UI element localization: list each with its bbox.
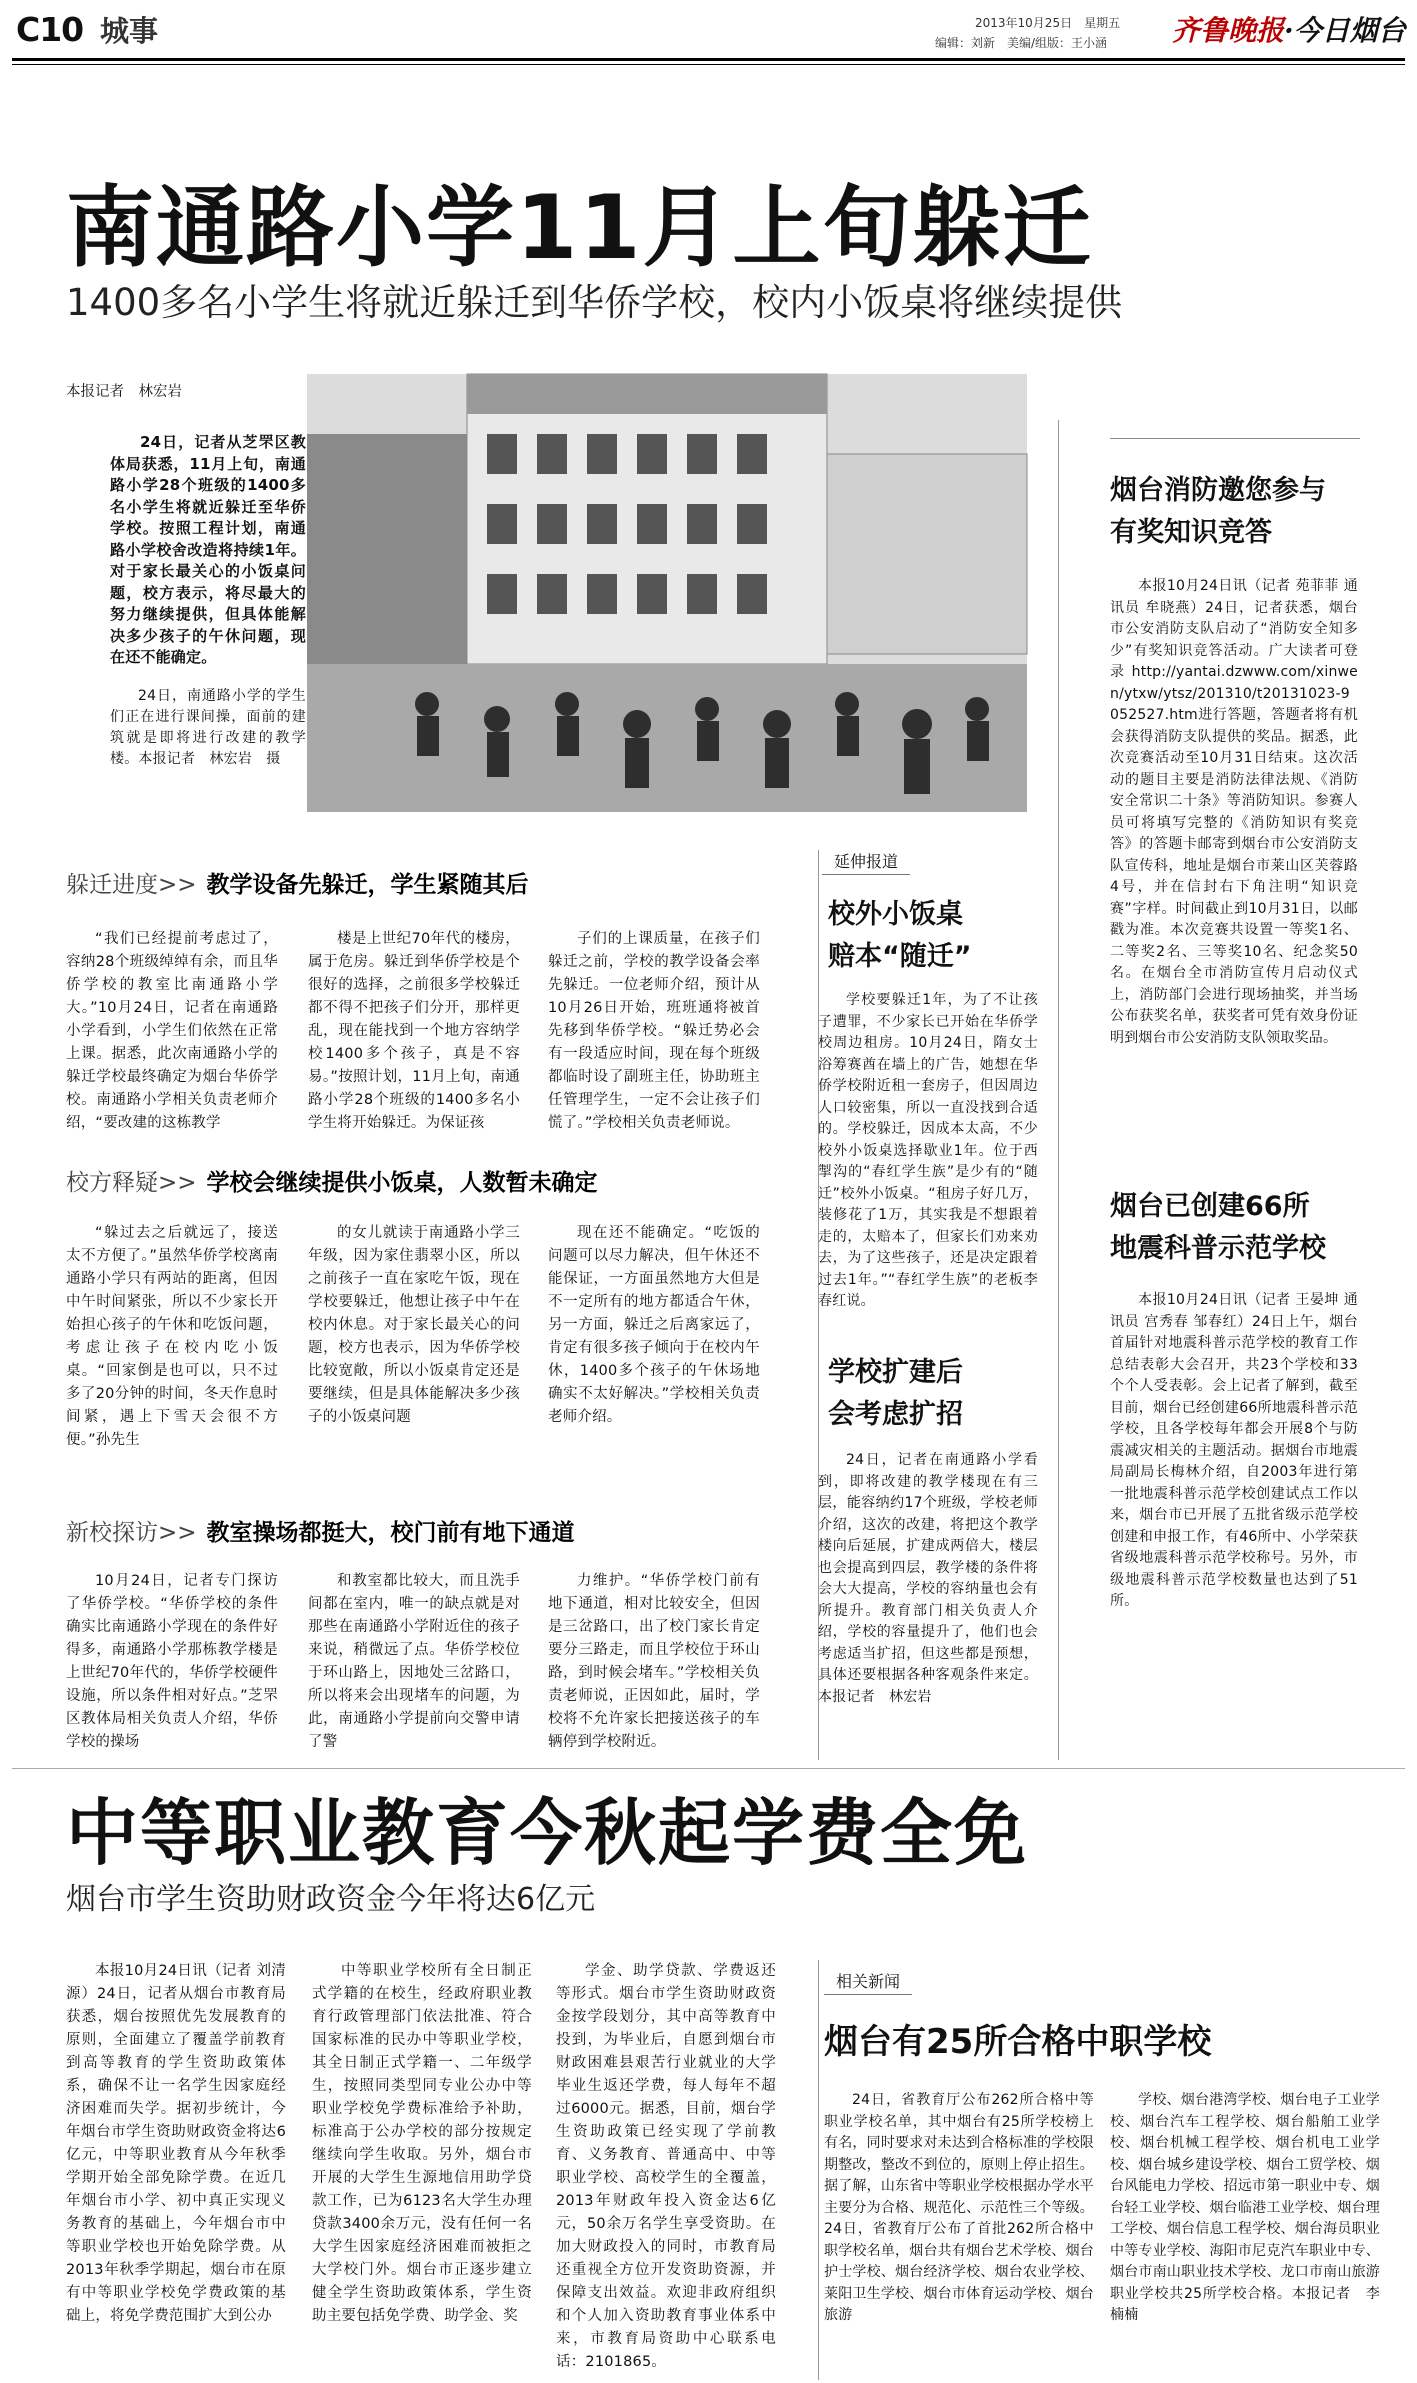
section-name: 城事	[100, 14, 159, 48]
earthquake-body: 本报10月24日讯（记者 王晏坤 通讯员 宫秀春 邹春红）24日上午，烟台首届针对地震科普示范学校的教育工作总结表彰大会召开，共23个学校和33个个人受表彰。会上记者了解到，截至目前，烟台已经创建66所地震科普示范学校，且各学校每年都会开展8个与防震减灾相关的主题活动。据烟台市地震局副局长梅林介绍，自2003年进行第一批地震科普示范学校创建试点工作以来，烟台市已开展了五批省级示范学校创建和申报工作，有46所中、小学荣获省级地震科普示范学校称号。另外，市级地震科普示范学校数量也达到了51所。	[1110, 1292, 1358, 1609]
related-title: 烟台有25所合格中职学校	[824, 2022, 1212, 2062]
earthquake-title	[1110, 1186, 1390, 1270]
earthquake-title-a: 烟台已创建66所	[1110, 1191, 1310, 1222]
article-column: 现在还不能确定。“吃饭的问题可以尽力解决，但午休还不能保证，一方面虽然地方大但是不一定所有的地方都适合午休，另一方面，躲迁之后离家远了，肯定有很多孩子倾向于在校内午休，1400多个孩子的午休场地确实不太好解决。”学校相关负责老师介绍。	[548, 1225, 760, 1425]
issue-date: 2013年10月25日 星期五	[975, 16, 1121, 30]
extension-title-2b: 会考虑扩招	[828, 1399, 963, 1430]
school-photo-illustration	[307, 374, 1027, 812]
section-head-school-response	[66, 1168, 598, 1198]
related-rule	[818, 1960, 819, 2380]
editor-credits: 编辑：刘新 美编/组版：王小涵	[935, 36, 1108, 50]
fire-quiz-title-b: 有奖知识竞答	[1110, 517, 1272, 548]
main-photo	[307, 374, 1027, 812]
article-column: 楼是上世纪70年代的楼房，属于危房。躲迁到华侨学校是个很好的选择，之前很多学校躲迁都不得不把孩子们分开，那样更乱，现在能找到一个地方容纳学校1400多个孩子，真是不容易。”按照计划，11月上旬，南通路小学28个班级的1400多名小学生将开始躲迁。为保证孩	[308, 931, 520, 1131]
related-column: 学校、烟台港湾学校、烟台电子工业学校、烟台汽车工程学校、烟台船舶工业学校、烟台机械工程学校、烟台机电工业学校、烟台城乡建设学校、烟台工贸学校、烟台风能电力学校、招远市第一职业中专、烟台轻工业学校、烟台临港工业学校、烟台理工学校、烟台信息工程学校、烟台海员职业中等专业学校、海阳市尼克汽车职业中专、烟台市南山职业技术学校、龙口市南山旅游职业学校共25所学校合格。本报记者 李楠楠	[1110, 2092, 1380, 2323]
masthead-logo	[1172, 12, 1406, 50]
earthquake-title-b: 地震科普示范学校	[1110, 1233, 1326, 1264]
header-rule	[12, 58, 1405, 61]
extension-body-1: 学校要躲迁1年，为了不让孩子遭罪，不少家长已开始在华侨学校周边租房。10月24日，隋女士浴筹赛酋在墙上的广告，她想在华侨学校附近租一套房子，但因周边人口较密集，所以一直没找到合适的。学校躲迁，因成本太高，不少校外小饭桌选择歇业1年。位于西掣沟的“春红学生族”是少有的“随迁”校外小饭桌。“租房子好几万，装修花了1万，其实我是不想跟着走的，太赔本了，但家长们劝来劝去，为了这些孩子，还是决定跟着过去1年。”“春红学生族”的老板李春红说。	[818, 992, 1038, 1309]
right-top-rule	[1110, 438, 1360, 439]
page-header	[0, 0, 1417, 60]
photo-caption: 24日，南通路小学的学生们正在进行课间操，面前的建筑就是即将进行改建的教学楼。本报记者 林宏岩 摄	[110, 688, 306, 767]
fire-quiz-body: 本报10月24日讯（记者 苑菲菲 通讯员 牟晓燕）24日，记者获悉，烟台市公安消防支队启动了“消防安全知多少”有奖知识竞答活动。广大读者可登录http://yantai.dzwww.com/xinwen/ytxw/ytsz/201310/t20131023-9052527.htm进行答题，答题者将有机会获得消防支队提供的奖品。据悉，此次竞赛活动至10月31日结束。这次活动的题目主要是消防法律法规、《消防安全常识二十条》等消防知识。参赛人员可将填写完整的《消防知识有奖竞答》的答题卡邮寄到烟台市公安消防支队宣传科，地址是烟台市莱山区芙蓉路4号，并在信封右下角注明“知识竞赛”字样。时间截止到10月31日，以邮戳为准。本次竞赛共设置一等奖1名、二等奖2名、三等奖10名、纪念奖50名。在烟台全市消防宣传月启动仪式上，消防部门会进行现场抽奖，并当场公布获奖名单，获奖者可凭有效身份证明到烟台市公安消防支队领取奖品。	[1110, 578, 1358, 1046]
section-title: 学校会继续提供小饭桌，人数暂未确定	[206, 1170, 598, 1196]
section-tag: 新校探访>>	[66, 1520, 197, 1546]
article-column: 力维护。“华侨学校门前有地下通道，相对比较安全，但因是三岔路口，出了校门家长肯定要分三路走，而且学校位于环山路，到时候会堵车。”学校相关负责老师说，正因如此，届时，学校将不允许家长把接送孩子的车辆停到学校附近。	[548, 1573, 760, 1750]
section-tag: 躲迁进度>>	[66, 872, 197, 898]
masthead-sub: ·今日烟台	[1284, 14, 1406, 47]
page-number: C10	[16, 10, 84, 49]
article-column: 中等职业学校所有全日制正式学籍的在校生，经政府职业教育行政管理部门依法批准、符合国家标准的民办中等职业学校，其全日制正式学籍一、二年级学生，按照同类型同专业公办中等职业学校免学费标准给予补助，标准高于公办学校的部分按规定继续向学生收取。另外，烟台市开展的大学生生源地信用助学贷款工作，已为6123名大学生办理贷款3400余万元，没有任何一名大学生因家庭经济困难而被拒之大学校门外。烟台市正逐步建立健全学生资助政策体系，学生资助主要包括免学费、助学金、奖	[312, 1963, 532, 2324]
article-column: “躲过去之后就远了，接送太不方便了。”虽然华侨学校离南通路小学只有两站的距离，但因中午时间紧张，所以不少家长开始担心孩子的午休和吃饭问题，考虑让孩子在校内吃小饭桌。“回家倒是也可以，只不过多了20分钟的时间，冬天作息时间紧，遇上下雪天会很不方便。”孙先生	[66, 1225, 278, 1448]
section-title: 教室操场都挺大，校门前有地下通道	[206, 1520, 575, 1546]
article-column: “我们已经提前考虑过了，容纳28个班级绰绰有余，而且华侨学校的教室比南通路小学大。”10月24日，记者在南通路小学看到，小学生们依然在正常上课。据悉，此次南通路小学的躲迁学校最终确定为烟台华侨学校。南通路小学相关负责老师介绍，“要改建的这栋教学	[66, 931, 278, 1131]
fire-quiz-title	[1110, 470, 1390, 554]
related-label: 相关新闻	[824, 1970, 912, 1995]
byline: 本报记者 林宏岩	[66, 384, 182, 400]
second-headline: 中等职业教育今秋起学费全免	[66, 1791, 1029, 1875]
extension-title-1a: 校外小饭桌	[828, 899, 963, 930]
related-column: 24日，省教育厅公布262所合格中等职业学校名单，其中烟台有25所学校榜上有名，同时要求对未达到合格标准的学校限期整改，整改不到位的，原则上停止招生。据了解，山东省中等职业学校根据办学水平主要分为合格、规范化、示范性三个等级。24日，省教育厅公布了首批262所合格中职学校名单，烟台共有烟台艺术学校、烟台护士学校、烟台经济学校、烟台农业学校、莱阳卫生学校、烟台市体育运动学校、烟台旅游	[824, 2092, 1094, 2323]
right-column-rule	[1058, 420, 1059, 1760]
lead-paragraph: 24日，记者从芝罘区教体局获悉，11月上旬，南通路小学28个班级的1400多名小学生将就近躲迁至华侨学校。按照工程计划，南通路小学校舍改造将持续1年。对于家长最关心的小饭桌问题，校方表示，将尽最大的努力继续提供，但具体能解决多少孩子的午休问题，现在还不能确定。	[110, 433, 306, 666]
section-head-relocation	[66, 870, 529, 900]
fire-quiz-title-a: 烟台消防邀您参与	[1110, 475, 1326, 506]
second-subhead: 烟台市学生资助财政资金今年将达6亿元	[66, 1882, 596, 1917]
header-rule-thin	[12, 64, 1405, 65]
section-title: 教学设备先躲迁，学生紧随其后	[206, 872, 529, 898]
masthead-name: 齐鲁晚报	[1172, 14, 1285, 47]
article-column: 本报10月24日讯（记者 刘清源）24日，记者从烟台市教育局获悉，烟台按照优先发展教育的原则，全面建立了覆盖学前教育到高等教育的学生资助政策体系，确保不让一名学生因家庭经济困难而失学。据初步统计，今年烟台市学生资助财政资金将达6亿元，中等职业教育从今年秋季学期开始全部免除学费。在近几年烟台市小学、初中真正实现义务教育的基础上，今年烟台市中等职业学校也开始免除学费。从2013年秋季学期起，烟台市在原有中等职业学校免学费政策的基础上，将免学费范围扩大到公办	[66, 1963, 286, 2324]
article-column: 子们的上课质量，在孩子们躲迁之前，学校的教学设备会率先躲迁。一位老师介绍，预计从10月26日开始，班班通将被首先移到华侨学校。“躲迁势必会有一段适应时间，现在每个班级都临时设了副班主任，协助班主任管理学生，一定不会让孩子们慌了。”学校相关负责老师说。	[548, 931, 760, 1131]
section-head-new-school	[66, 1518, 575, 1548]
article-column: 学金、助学贷款、学费返还等形式。烟台市学生资助财政资金按学段划分，其中高等教育中投到，为毕业后，自愿到烟台市财政困难县艰苦行业就业的大学毕业生返还学费，每人每年不超过6000元。据悉，目前，烟台学生资助政策已经实现了学前教育、义务教育、普通高中、中等职业学校、高校学生的全覆盖，2013年财政年投入资金达6亿元，50余万名学生享受资助。在加大财政投入的同时，市教育局还重视全方位开发资助资源，并保障支出效益。欢迎非政府组织和个人加入资助教育事业体系中来，市教育局资助中心联系电话：2101865。	[556, 1963, 776, 2370]
extension-title-1	[828, 894, 1048, 978]
extension-label: 延伸报道	[822, 850, 910, 875]
article-column: 的女儿就读于南通路小学三年级，因为家住翡翠小区，所以之前孩子一直在家吃午饭，现在学校要躲迁，他想让孩子中午在校内休息。对于家长最关心的问题，校方也表示，因为华侨学校比较宽敞，所以小饭桌肯定还是要继续，但是具体能解决多少孩子的小饭桌问题	[308, 1225, 520, 1425]
extension-title-1b: 赔本“随迁”	[828, 941, 972, 972]
main-headline: 南通路小学11月上旬躲迁	[66, 176, 1093, 279]
article-column: 10月24日，记者专门探访了华侨学校。“华侨学校的条件确实比南通路小学现在的条件好得多，南通路小学那栋教学楼是上世纪70年代的，华侨学校硬件设施，所以条件相对好点。”芝罘区教体局相关负责人介绍，华侨学校的操场	[66, 1573, 278, 1750]
article-column: 和教室都比较大，而且洗手间都在室内，唯一的缺点就是对那些在南通路小学附近住的孩子来说，稍微远了点。华侨学校位于环山路上，因地处三岔路口，所以将来会出现堵车的问题，为此，南通路小学提前向交警申请了警	[308, 1573, 520, 1750]
extension-title-2a: 学校扩建后	[828, 1357, 963, 1388]
extension-title-2	[828, 1352, 1048, 1436]
extension-body-2: 24日，记者在南通路小学看到，即将改建的教学楼现在有三层，能容纳约17个班级，学校老师介绍，这次的改建，将把这个教学楼向后延展，扩建成两倍大，楼层也会提高到四层，教学楼的条件将会大大提高，学校的容纳量也会有所提升。教育部门相关负责人介绍，学校的容量提升了，他们也会考虑适当扩招，但这些都是预想，具体还要根据各种客观条件来定。本报记者 林宏岩	[818, 1452, 1038, 1705]
main-subhead: 1400多名小学生将就近躲迁到华侨学校，校内小饭桌将继续提供	[66, 281, 1123, 324]
divider-second-story	[12, 1768, 1405, 1769]
section-tag: 校方释疑>>	[66, 1170, 197, 1196]
